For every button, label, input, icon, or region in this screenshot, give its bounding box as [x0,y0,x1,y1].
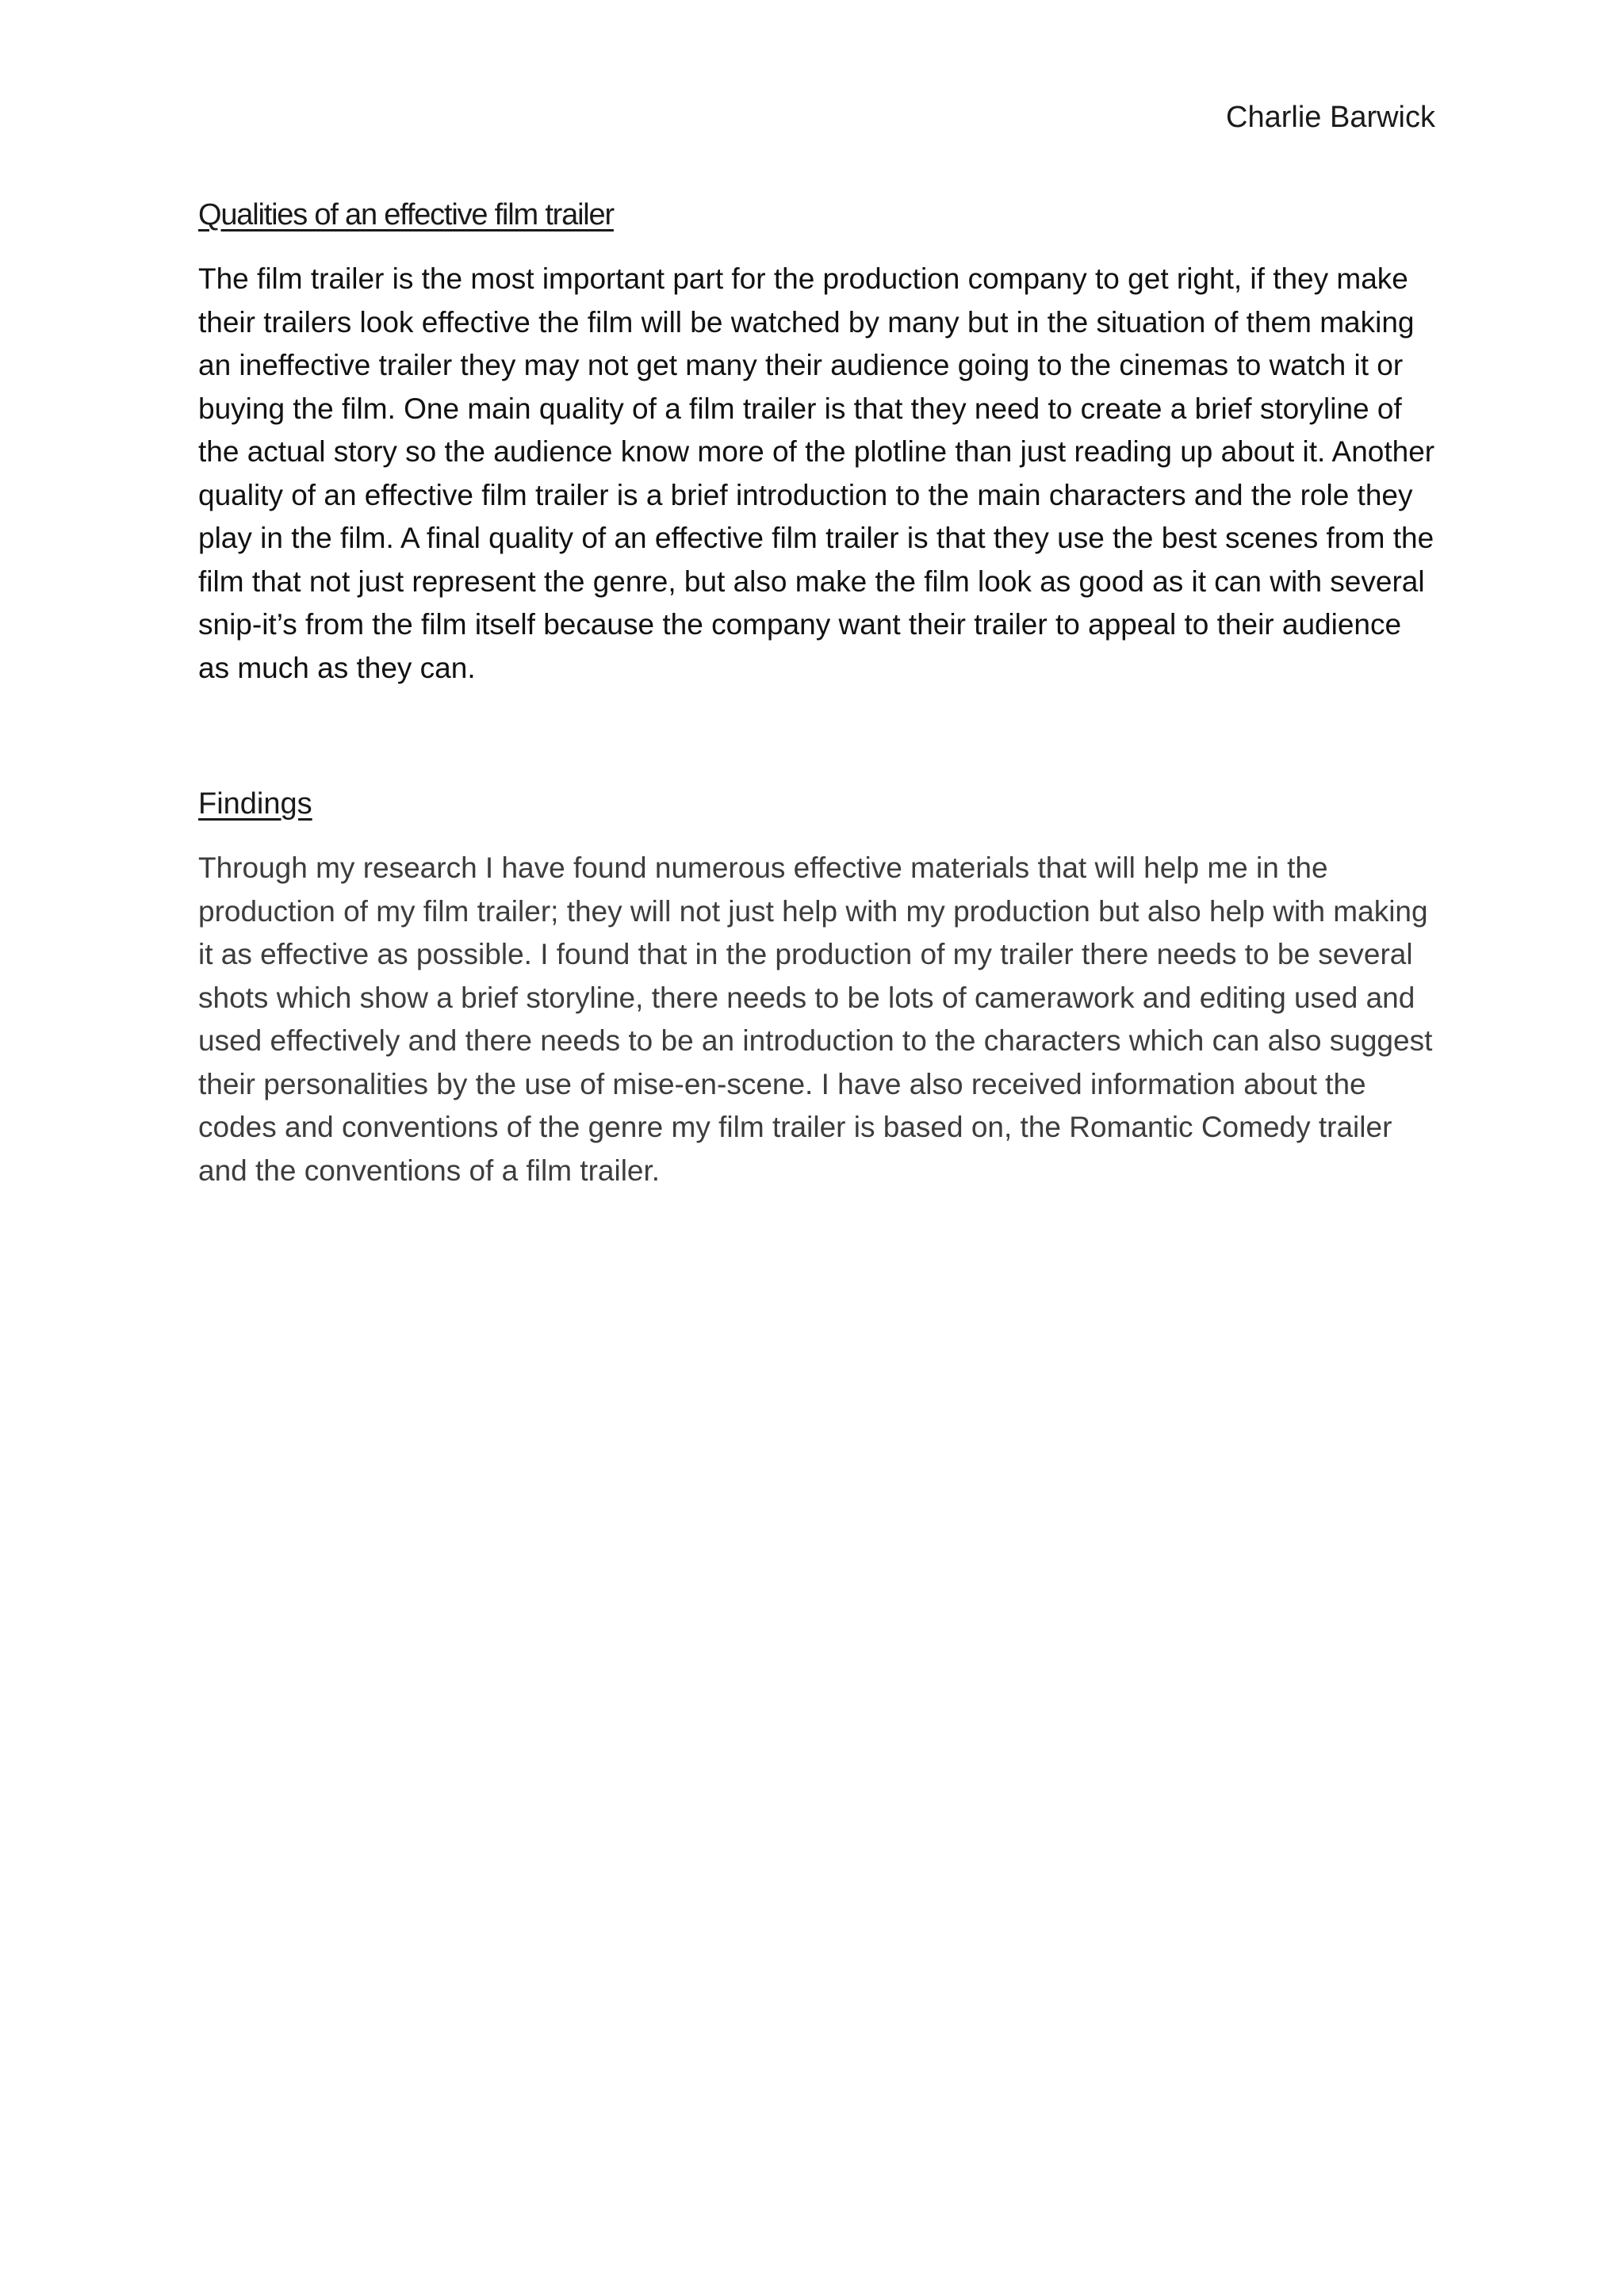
section-body-findings: Through my research I have found numerous effective materials that will help me in the production of my film trailer; they will not just help with my production but also help with making it as effective as possible. I found that in the production of my trailer there needs to be several shots which show a brief storyline, there needs to be lots of camerawork and editing used and used effectively and there needs to be an introduction to the characters which can also suggest their personalities by the use of mise-en-scene. I have also received information about the codes and conventions of the genre my film trailer is based on, the Romantic Comedy trailer and the conventions of a film trailer. [198,851,1433,1187]
section-body-qualities: The film trailer is the most important part for the production company to get right, if they make their trailers look effective the film will be watched by many but in the situation of them making an ineffective trailer they may not get many their audience going to the cinemas to watch it or buying the film. One main quality of a film trailer is that they need to create a brief storyline of the actual story so the audience know more of the plotline than just reading up about it. Another quality of an effective film trailer is a brief introduction to the main characters and the role they play in the film. A final quality of an effective film trailer is that they use the best scenes from the film that not just represent the genre, but also make the film look as good as it can with several snip-it’s from the film itself because the company want their trailer to appeal to their audience as much as they can. [198,262,1435,684]
document-content [198,194,1435,1192]
section-qualities [198,194,1435,690]
section-heading-findings: Findings [198,787,312,821]
section-heading-qualities: Qualities of an effective film trailer [198,198,614,232]
section-findings [198,783,1435,1192]
author-name: Charlie Barwick [1226,101,1435,134]
